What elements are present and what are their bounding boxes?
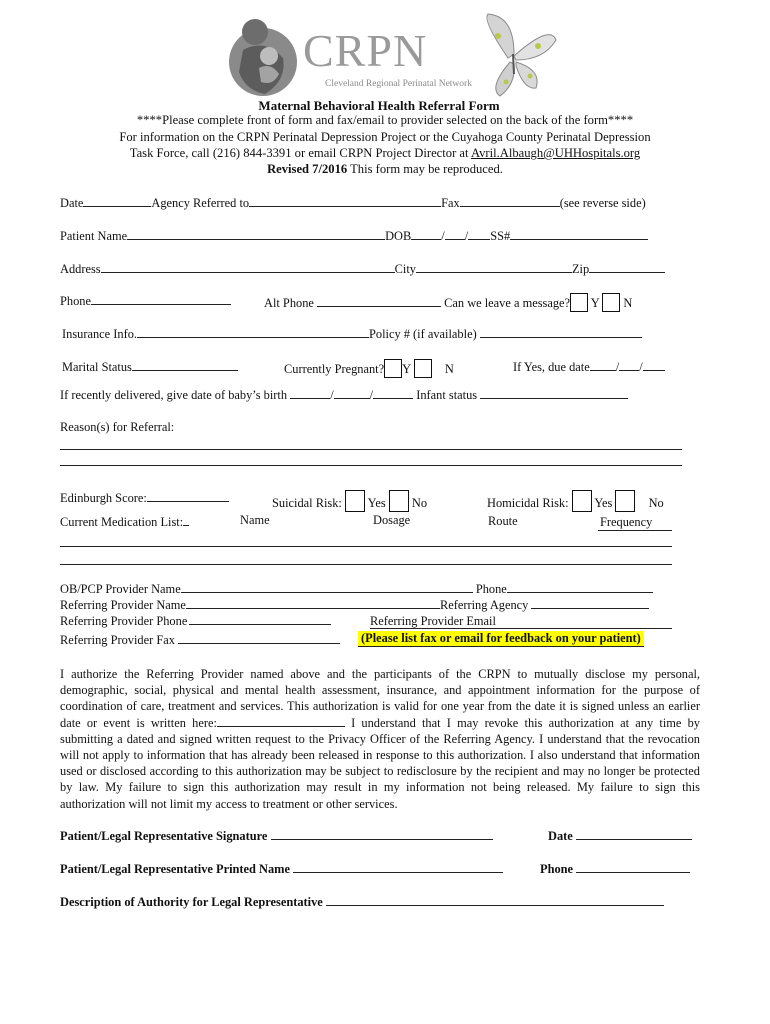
feedback-note: (Please list fax or email for feedback on your patient) — [358, 631, 644, 647]
row-marital: Marital Status — [62, 359, 238, 375]
policy-field[interactable] — [480, 326, 642, 338]
homicidal-no-checkbox[interactable] — [615, 490, 635, 512]
address-field[interactable] — [101, 261, 395, 273]
row-ref-phone: Referring Provider Phone — [60, 613, 331, 629]
med-route-header: Route — [488, 514, 518, 528]
crpn-logo — [225, 10, 560, 102]
obpcp-phone-field[interactable] — [507, 581, 653, 593]
birth-day-field[interactable] — [334, 387, 370, 399]
zip-field[interactable] — [589, 261, 665, 273]
row-authority: Description of Authority for Legal Representative — [60, 894, 664, 910]
agency-field[interactable] — [249, 195, 441, 207]
row-suicidal: Suicidal Risk: Yes No — [272, 490, 427, 512]
birth-year-field[interactable] — [373, 387, 413, 399]
logo-subtitle: Cleveland Regional Perinatal Network — [325, 79, 472, 89]
expiration-field[interactable] — [217, 715, 345, 727]
phone-field[interactable] — [91, 293, 231, 305]
dob-month-field[interactable] — [411, 228, 441, 240]
med-dosage-header: Dosage — [373, 513, 411, 527]
medication-line-2[interactable] — [60, 564, 672, 565]
reasons-line-1[interactable] — [60, 449, 682, 450]
ref-phone-field[interactable] — [189, 613, 331, 625]
obpcp-name-field[interactable] — [181, 581, 473, 593]
row-due-date: If Yes, due date / / — [513, 359, 665, 375]
row-pregnant: Currently Pregnant? Y N — [284, 359, 454, 378]
city-field[interactable] — [416, 261, 572, 273]
row-ref-email: Referring Provider Email — [370, 614, 496, 628]
signature-field[interactable] — [271, 828, 493, 840]
dob-day-field[interactable] — [445, 228, 465, 240]
ref-agency-field[interactable] — [531, 597, 649, 609]
authorization-paragraph: I authorize the Referring Provider named above and the participants of the CRPN to mutually disclose my personal, demographic, social, physical and mental health assessment, insurance, and appointment information for the purpose of coordination of care, treatment and services. This authorization is valid for one year from the date it is signed unless an earlier date or event is written here: I understand that I may revoke this authorization at any time by submitting a dated and signed written request to the Privacy Officer of the Referring Agency. I understand that the revocation will not apply to information that has already been released in response to this authorization. I also understand that information used or disclosed according to this authorization may be subject to redisclosure by the recipient and may no longer be protected by law. My failure to sign this authorization may result in my information not being released. My failure to sign this authorization will not limit my access to treatment or other services. — [60, 667, 700, 811]
instructions-line: ****Please complete front of form and fax/email to provider selected on the back of the form**** — [136, 113, 634, 127]
row-patient: Patient Name DOB / / SS# — [60, 228, 648, 244]
revision-line: Revised 7/2016 This form may be reproduced. — [267, 162, 503, 176]
row-signature-date: Date — [548, 828, 692, 844]
revised-date: Revised 7/2016 — [267, 162, 348, 176]
edinburgh-score-field[interactable] — [147, 490, 229, 502]
printed-name-field[interactable] — [293, 861, 503, 873]
form-title: Maternal Behavioral Health Referral Form — [258, 98, 500, 113]
medication-line-1[interactable] — [60, 546, 672, 547]
row-ref-fax: Referring Provider Fax — [60, 632, 340, 648]
reasons-label: Reason(s) for Referral: — [60, 420, 175, 434]
current-medication-label: Current Medication List: — [60, 514, 189, 530]
logo-name: CRPN — [303, 25, 428, 76]
alt-phone-field[interactable] — [317, 295, 441, 307]
infant-status-field[interactable] — [480, 387, 628, 399]
signature-date-field[interactable] — [576, 828, 692, 840]
message-no-checkbox[interactable] — [602, 293, 620, 312]
ref-name-field[interactable] — [186, 597, 440, 609]
butterfly-icon — [487, 14, 556, 96]
dob-year-field[interactable] — [468, 228, 490, 240]
row-alt-phone: Alt Phone Can we leave a message? Y N — [264, 293, 632, 312]
ref-fax-field[interactable] — [178, 632, 340, 644]
marital-field[interactable] — [132, 359, 238, 371]
pregnant-no-checkbox[interactable] — [414, 359, 432, 378]
due-day-field[interactable] — [619, 359, 639, 371]
ss-field[interactable] — [510, 228, 648, 240]
row-sig-phone: Phone — [540, 861, 690, 877]
message-yes-checkbox[interactable] — [570, 293, 588, 312]
fax-field[interactable] — [460, 195, 560, 207]
due-year-field[interactable] — [643, 359, 665, 371]
info-line: For information on the CRPN Perinatal Depression Project or the Cuyahoga County Perinatal Depression — [119, 130, 651, 144]
authority-field[interactable] — [326, 894, 664, 906]
med-name-header: Name — [240, 513, 270, 527]
frequency-underline — [598, 530, 672, 531]
sig-phone-field[interactable] — [576, 861, 690, 873]
birth-month-field[interactable] — [290, 387, 330, 399]
row-obpcp: OB/PCP Provider Name Phone — [60, 581, 653, 597]
reasons-line-2[interactable] — [60, 465, 682, 466]
director-email-link[interactable]: Avril.Albaugh@UHHospitals.org — [470, 146, 641, 160]
patient-name-field[interactable] — [127, 228, 385, 240]
suicidal-no-checkbox[interactable] — [389, 490, 409, 512]
row-address: Address City Zip — [60, 261, 665, 277]
row-delivered: If recently delivered, give date of baby’s birth / / Infant status — [60, 387, 628, 403]
row-signature: Patient/Legal Representative Signature — [60, 828, 493, 844]
row-homicidal: Homicidal Risk: Yes No — [487, 490, 664, 512]
ref-email-field[interactable] — [370, 628, 672, 629]
pregnant-yes-checkbox[interactable] — [384, 359, 402, 378]
row-insurance: Insurance Info. Policy # (if available) — [62, 326, 642, 342]
contact-line: Task Force, call (216) 844-3391 or email CRPN Project Director at Avril.Albaugh@UHHospitals.org — [129, 146, 641, 160]
suicidal-yes-checkbox[interactable] — [345, 490, 365, 512]
homicidal-yes-checkbox[interactable] — [572, 490, 592, 512]
row-ref-name: Referring Provider Name Referring Agency — [60, 597, 649, 613]
insurance-field[interactable] — [137, 326, 369, 338]
date-field[interactable] — [83, 195, 151, 207]
row-printed-name: Patient/Legal Representative Printed Name — [60, 861, 503, 877]
row-phone: Phone — [60, 293, 231, 309]
due-month-field[interactable] — [590, 359, 616, 371]
row-date-agency: Date Agency Referred to Fax (see reverse side) — [60, 196, 646, 210]
row-edinburgh: Edinburgh Score: — [60, 490, 229, 506]
med-frequency-header: Frequency — [600, 515, 653, 529]
